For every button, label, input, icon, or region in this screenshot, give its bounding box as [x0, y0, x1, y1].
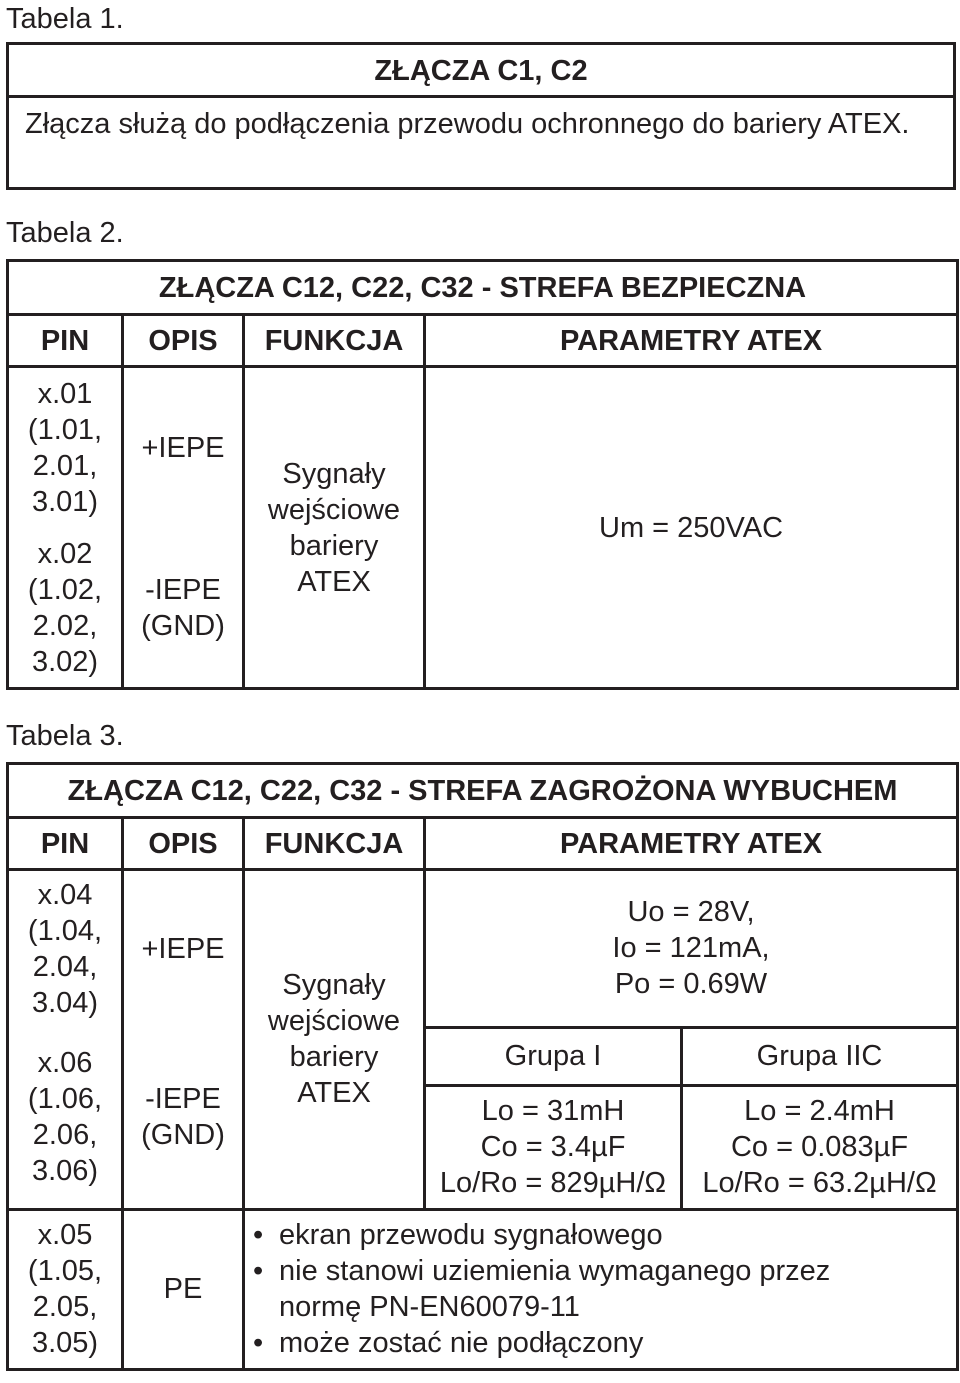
pin-line: 3.02) — [31, 645, 99, 678]
funkcja-line: bariery — [289, 529, 379, 562]
table2-caption: Tabela 2. — [6, 217, 124, 249]
param-line: Io = 121mA, — [612, 932, 770, 965]
table3-funkcja-cell — [244, 870, 425, 1210]
table2 — [6, 259, 959, 690]
table2-parametry-cell: Um = 250VAC — [425, 367, 958, 689]
table3-header-parametry: PARAMETRY ATEX — [425, 818, 958, 870]
table1 — [6, 42, 956, 190]
grupa1-name: Grupa I — [425, 1027, 682, 1085]
bullet-item: • ekran przewodu sygnałowego — [253, 1219, 663, 1251]
param-line: Lo = 31mH — [481, 1095, 625, 1127]
table3-header-opis: OPIS — [123, 818, 244, 870]
table1-title: ZŁĄCZA C1, C2 — [9, 45, 953, 98]
pin-line: 2.06, — [32, 1119, 98, 1152]
funkcja-line: Sygnały — [282, 969, 386, 1002]
funkcja-line: Sygnały — [282, 457, 386, 490]
grupa2-params — [682, 1085, 958, 1209]
opis-line: +IEPE — [141, 432, 225, 465]
pin-line: (1.05, — [27, 1255, 103, 1287]
pin-line: 2.05, — [32, 1291, 98, 1323]
opis-line: -IEPE — [145, 573, 221, 606]
param-line: Uo = 28V, — [627, 896, 755, 929]
param-line: Co = 3.4µF — [480, 1131, 626, 1163]
pin-line: (1.06, — [27, 1083, 103, 1116]
bullet-icon: • — [253, 1327, 264, 1359]
pin-line: 3.04) — [31, 987, 99, 1019]
pin-line: x.04 — [37, 879, 93, 911]
pin-line: (1.02, — [27, 573, 103, 606]
grupa2-name: Grupa IIC — [682, 1027, 958, 1085]
table3-opis-cell — [123, 1027, 244, 1209]
bullet-icon: • — [253, 1255, 264, 1287]
bullet-icon: • — [253, 1219, 264, 1251]
pin-line: 3.05) — [31, 1327, 99, 1359]
pin-line: 2.01, — [32, 450, 98, 483]
pin-line: x.06 — [37, 1047, 93, 1080]
pin-line: 2.02, — [32, 609, 98, 642]
funkcja-line: ATEX — [297, 1077, 371, 1110]
table2-header-opis: OPIS — [123, 315, 244, 367]
bullet-item: • może zostać nie podłączony — [253, 1327, 644, 1359]
funkcja-line: wejściowe — [267, 1005, 401, 1038]
table2-header-funkcja: FUNKCJA — [244, 315, 425, 367]
pin-line: x.05 — [37, 1219, 93, 1251]
pin-line: x.02 — [37, 537, 93, 570]
table1-caption: Tabela 1. — [6, 3, 124, 35]
table3-pin-cell — [8, 1027, 123, 1209]
table3-pin-cell — [8, 870, 123, 1028]
bullet-continuation: normę PN-EN60079-11 — [279, 1291, 580, 1323]
table1-text: Złącza służą do podłączenia przewodu ochronnego do bariery ATEX. — [25, 108, 910, 140]
pin-line: 3.01) — [31, 486, 99, 519]
bullet-item: • nie stanowi uziemienia wymaganego przez — [253, 1255, 831, 1287]
table2-funkcja-cell — [244, 367, 425, 689]
table2-header-pin: PIN — [8, 315, 123, 367]
opis-line: (GND) — [141, 1119, 225, 1152]
funkcja-line: wejściowe — [267, 493, 401, 526]
param-line: Co = 0.083µF — [730, 1131, 909, 1163]
table2-title: ZŁĄCZA C12, C22, C32 - STREFA BEZPIECZNA — [8, 261, 958, 315]
table2-header-parametry: PARAMETRY ATEX — [425, 315, 958, 367]
table2-pin-cell — [8, 529, 123, 689]
pin-line: (1.04, — [27, 915, 103, 947]
opis-line: -IEPE — [145, 1083, 221, 1116]
opis-line: (GND) — [141, 609, 225, 642]
funkcja-line: bariery — [289, 1041, 379, 1074]
opis-line: PE — [163, 1273, 203, 1305]
table2-pin-cell — [8, 367, 123, 529]
table3-title: ZŁĄCZA C12, C22, C32 - STREFA ZAGROŻONA WYBUCHEM — [8, 764, 958, 818]
table3-opis-cell — [123, 1209, 244, 1369]
table3-opis-cell — [123, 870, 244, 1028]
param-line: Lo/Ro = 63.2µH/Ω — [702, 1167, 937, 1199]
grupa1-params — [425, 1085, 682, 1209]
pe-notes — [244, 1209, 958, 1369]
table3-header-pin: PIN — [8, 818, 123, 870]
table2-opis-cell — [123, 529, 244, 689]
funkcja-line: ATEX — [297, 565, 371, 598]
opis-line: +IEPE — [141, 933, 225, 965]
pin-line: 2.04, — [32, 951, 98, 983]
table2-opis-cell — [123, 367, 244, 529]
param-line: Lo/Ro = 829µH/Ω — [439, 1167, 667, 1199]
param-line: Lo = 2.4mH — [744, 1095, 895, 1127]
pin-line: (1.01, — [27, 414, 103, 447]
table3-header-funkcja: FUNKCJA — [244, 818, 425, 870]
table3-caption: Tabela 3. — [6, 720, 124, 752]
pin-line: x.01 — [37, 378, 93, 411]
param-line: Po = 0.69W — [614, 968, 768, 1001]
pin-line: 3.06) — [31, 1155, 99, 1188]
table3 — [6, 762, 959, 1371]
table3-common-params — [425, 870, 958, 1026]
table3-pin-cell — [8, 1209, 123, 1369]
